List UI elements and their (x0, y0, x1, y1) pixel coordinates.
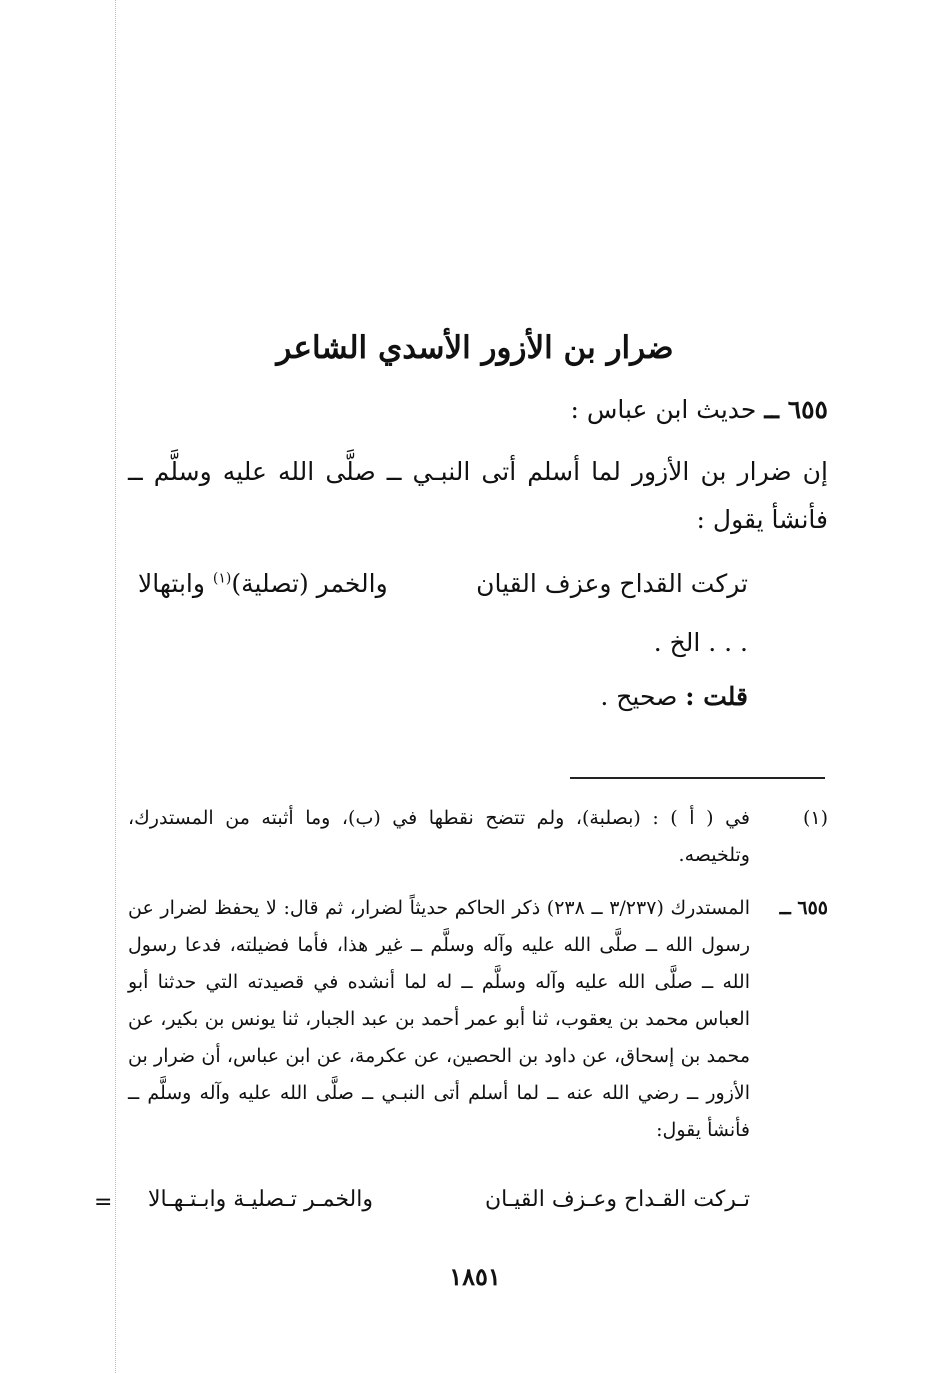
verse-line (128, 560, 828, 608)
footnote-separator (570, 777, 825, 779)
entry-number: ٦٥٥ ــ (764, 395, 828, 424)
footnote-verse-second: والخمـر تـصليـة وابـتـهـالا (148, 1187, 373, 1212)
footnote-text: في ( أ ) : (بصلبة)، ولم تتضح نقطها في (ب)، وما أثبته من المستدرك، وتلخيصه. (128, 807, 750, 866)
verse-second-part-b: وابتهالا (138, 569, 213, 598)
hadith-text: إن ضرار بن الأزور لما أسلم أتى النبـي ــ صلَّى الله عليه وسلَّم ــ فأنشأ يقول : (128, 457, 828, 534)
continuation-mark: = (94, 1190, 113, 1215)
verdict-label: قلت : (685, 682, 748, 711)
footnote-marker: ٦٥٥ ــ (779, 897, 828, 919)
footnote-text: المستدرك (٣/٢٣٧ ــ ٢٣٨) ذكر الحاكم حديثاً لضرار، ثم قال: لا يحفظ لضرار عن رسول الله ــ صلَّى الله عليه وآله وسلَّم ــ غير هذا، فأما فضيلته، فدعا رسول الله ــ صلَّى الله عليه وآله وسلَّم ــ له لما أنشده في قصيدته التي حدثنا أبو العباس محمد بن يعقوب، ثنا أبو عمر أحمد بن عبد الجبار، ثنا يونس بن بكير، عن محمد بن إسحاق، عن داود بن الحصين، عن عكرمة، عن ابن عباس، أن ضرار بن الأزور ــ رضي الله عنه ــ لما أسلم أتى النبـي ــ صلَّى الله عليه وآله وسلَّم ــ فأنشأ يقول: (128, 897, 751, 1141)
footnote-1 (128, 800, 828, 874)
entry-heading-text: حديث ابن عباس : (570, 395, 757, 424)
verse-first-hemistich: تركت القداح وعزف القيان (476, 569, 748, 598)
chapter-title: ضرار بن الأزور الأسدي الشاعر (276, 330, 674, 366)
footnote-source-655 (128, 890, 828, 1149)
binding-margin-line (115, 0, 116, 1373)
verse-second-part-a: والخمر (تصلية) (231, 569, 388, 598)
footnote-reference: (١) (212, 570, 232, 587)
entry-heading (571, 395, 829, 424)
verse-second-hemistich (138, 560, 388, 608)
verdict-value: صحيح . (600, 682, 678, 711)
footnote-marker: (١) (802, 807, 828, 829)
etc-text: . . . الخ . (653, 628, 748, 657)
footnote-verse-first: تـركت القـداح وعـزف القيـان (484, 1187, 750, 1212)
footnote-verse-line (128, 1180, 828, 1220)
page-number: ١٨٥١ (449, 1262, 501, 1291)
verdict (600, 682, 748, 711)
